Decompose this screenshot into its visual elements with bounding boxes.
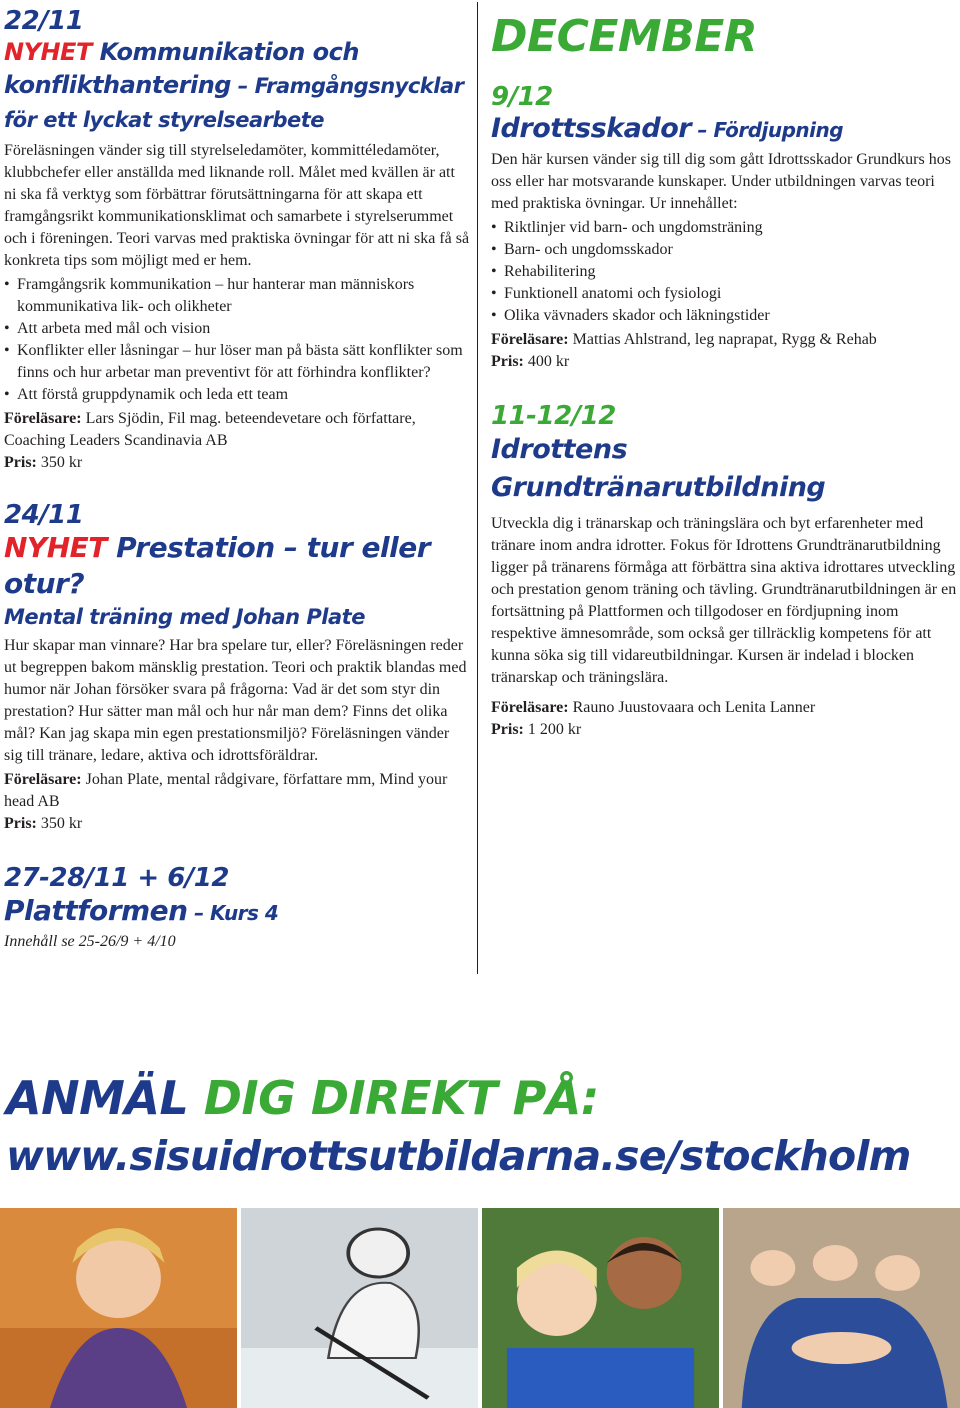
right-column: [491, 0, 957, 741]
lecturer-label: Föreläsare:: [491, 699, 569, 716]
event-title-text: Idrottsskador: [491, 113, 692, 144]
event-title: [4, 36, 470, 137]
price-value: 350 kr: [36, 454, 83, 471]
list-item: • Framgångsrik kommunikation – hur hanterar man människors kommunikativa lik- och olikheter: [4, 274, 470, 318]
price-label: Pris:: [4, 815, 37, 832]
signup-word: ANMÄL: [6, 1071, 189, 1125]
event-kommunikation: [4, 6, 470, 474]
lecturer-text: Rauno Juustovaara och Lenita Lanner: [568, 699, 816, 716]
event-plattformen: [4, 863, 470, 953]
price: [4, 452, 470, 474]
price-value: 350 kr: [36, 815, 83, 832]
left-column: [4, 0, 470, 953]
signup-rest: DIG DIREKT PÅ:: [188, 1071, 599, 1125]
event-date: 22/11: [4, 6, 84, 36]
lecturer: [4, 408, 470, 452]
photo-strip: [0, 1208, 960, 1408]
list-item: • Riktlinjer vid barn- och ungdomsträning: [491, 217, 957, 239]
event-title-sub: – Fördjupning: [691, 118, 844, 142]
photo-children-smiling: [482, 1208, 719, 1408]
new-badge: NYHET: [4, 38, 92, 66]
lecturer: [491, 697, 957, 719]
lecturer-label: Föreläsare:: [491, 331, 569, 348]
topic-list: [4, 274, 470, 406]
price: [491, 351, 957, 373]
price-label: Pris:: [4, 454, 37, 471]
event-description: Utveckla dig i tränarskap och träningslära och byt erfarenheter med tränare inom andra idrotter. Fokus för Idrottens Grundtränarutbildning ligger på tränarens förmåga att förbättra sina aktiva idrottares utveckling och prestation genom träning och tävling. Grundtränarutbildningen är en fortsättning på Plattformen och tillgodoser en fördjupning inom respektive ämnesområde, som också ger tillräcklig kompetens för att kunna söka sig till vidareutbildningar. Kursen är indelad i blocken tränarskap och träningslära.: [491, 515, 957, 686]
event-title-text: Prestation – tur eller otur?: [4, 531, 431, 600]
lecturer-text: Mattias Ahlstrand, leg naprapat, Rygg & Rehab: [568, 331, 877, 348]
event-subtitle: Mental träning med Johan Plate: [4, 605, 365, 629]
signup-url[interactable]: www.sisuidrottsutbildarna.se/stockholm: [6, 1132, 911, 1180]
signup-banner: [6, 1070, 956, 1186]
event-title-sub: – Kurs 4: [187, 901, 279, 925]
price-label: Pris:: [491, 721, 524, 738]
price-value: 400 kr: [523, 353, 570, 370]
event-title: [491, 112, 957, 147]
month-heading: DECEMBER: [491, 11, 758, 62]
lecturer-label: Föreläsare:: [4, 410, 82, 427]
list-item: • Olika vävnaders skador och läkningstider: [491, 305, 957, 327]
event-date: 27-28/11 + 6/12: [4, 863, 229, 893]
event-idrottsskador: [491, 82, 957, 373]
list-item: • Att förstå gruppdynamik och leda ett team: [4, 384, 470, 406]
lecturer: [4, 769, 470, 813]
event-description: Hur skapar man vinnare? Har bra spelare tur, eller? Föreläsningen reder ut begreppen bakom mänsklig prestation. Teori och praktik blandas med humor när Johan försöker svara på frågorna: Vad är det som styr din prestation? Hur sätter man mål och hur når man dem? Finns det olika mål? Kan jag skapa min egen prestationsmiljö? Föreläsningen vänder sig till tränare, ledare, aktiva och idrottsföräldrar.: [4, 637, 467, 764]
event-title-text: Plattformen: [4, 894, 188, 927]
price-label: Pris:: [491, 353, 524, 370]
event-description: Föreläsningen vänder sig till styrelseledamöter, kommittéledamöter, klubbchefer eller anställda med liknande roll. Målet med kvällen är att ni ska få verktyg som förbättrar förutsättningarna för att skapa ett framgångsrikt kommunikationsklimat och samarbete i styrelserummet och i föreningen. Teori varvas med praktiska övningar för att ni ska få så konkreta tips som möjligt med er hem.: [4, 142, 470, 269]
event-description: Den här kursen vänder sig till dig som gått Idrottsskador Grundkurs hos oss eller har motsvarande kunskaper. Under utbildningen varvas teori med praktiska övningar. Ur innehållet:: [491, 151, 951, 212]
event-title-text: Kommunikation och konflikthantering: [4, 38, 359, 99]
price: [491, 719, 957, 741]
price-value: 1 200 kr: [523, 721, 582, 738]
topic-list: [491, 217, 957, 327]
price: [4, 813, 470, 835]
event-prestation: [4, 500, 470, 835]
photo-gymnast-girl: [0, 1208, 237, 1408]
event-date: 24/11: [4, 500, 84, 530]
event-date: 11-12/12: [491, 401, 616, 431]
lecturer-text: Johan Plate, mental rådgivare, författare mm, Mind your head AB: [4, 771, 448, 810]
lecturer-text: Lars Sjödin, Fil mag. beteendevetare och författare, Coaching Leaders Scandinavia AB: [4, 410, 416, 449]
event-title: [4, 893, 470, 931]
lecturer-label: Föreläsare:: [4, 771, 82, 788]
photo-team-huddle: [723, 1208, 960, 1408]
photo-hockey-player: [241, 1208, 478, 1408]
column-divider: [477, 2, 478, 974]
event-grundtranarutbildning: [491, 401, 957, 741]
event-date: 9/12: [491, 82, 553, 112]
lecturer: [491, 329, 957, 351]
list-item: • Att arbeta med mål och vision: [4, 318, 470, 340]
list-item: • Rehabilitering: [491, 261, 957, 283]
list-item: • Funktionell anatomi och fysiologi: [491, 283, 957, 305]
signup-heading: [6, 1070, 956, 1126]
list-item: • Konflikter eller låsningar – hur löser man på bästa sätt konflikter som finns och hur arbetar man preventivt för att förhindra konflikter?: [4, 340, 470, 384]
event-title: Idrottens Grundtränarutbildning: [491, 434, 826, 503]
event-title-sub: – Framgångsnycklar för ett lyckat styrelsearbete: [4, 74, 464, 132]
list-item: • Barn- och ungdomsskador: [491, 239, 957, 261]
event-title: [4, 530, 470, 602]
event-note: Innehåll se 25-26/9 + 4/10: [4, 933, 176, 950]
new-badge: NYHET: [4, 531, 107, 564]
